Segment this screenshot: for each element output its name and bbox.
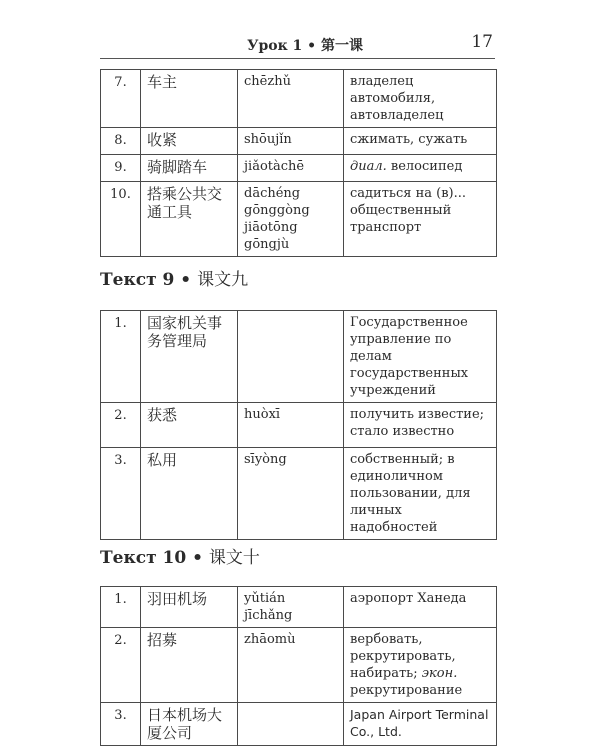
pinyin: sīyòng — [238, 448, 344, 540]
translation-text: собственный; в единоличном пользовании, для личных надобностей — [350, 452, 471, 535]
chinese-term: 车主 — [141, 70, 238, 128]
table-row — [101, 128, 497, 155]
translation — [344, 128, 497, 155]
translation-text: рекрутирование — [350, 683, 463, 698]
table-row — [101, 311, 497, 403]
chinese-term: 骑脚踏车 — [141, 155, 238, 182]
translation — [344, 403, 497, 448]
table-row — [101, 587, 497, 628]
section-title-text-10 — [100, 543, 260, 568]
entry-number: 9. — [101, 155, 141, 182]
translation-text: Japan Airport Terminal Co., Ltd. — [350, 707, 489, 739]
translation-text: вербовать, рекрутировать, набирать; — [350, 632, 456, 681]
entry-number: 2. — [101, 628, 141, 703]
chinese-term: 获悉 — [141, 403, 238, 448]
entry-number: 1. — [101, 311, 141, 403]
chinese-term: 收紧 — [141, 128, 238, 155]
translation — [344, 155, 497, 182]
translation — [344, 448, 497, 540]
translation-text: владелец автомобиля, автовладелец — [350, 74, 444, 123]
pinyin: dāchéng gōnggòng jiāotōng gōngjù — [238, 182, 344, 257]
translation-text: Государственное управление по делам государственных учреждений — [350, 315, 469, 398]
table-row — [101, 182, 497, 257]
pinyin — [238, 311, 344, 403]
translation — [344, 703, 497, 746]
table-row — [101, 628, 497, 703]
section-label: Текст 10 • — [100, 548, 209, 568]
pinyin: yǔtián jīchǎng — [238, 587, 344, 628]
entry-number: 2. — [101, 403, 141, 448]
usage-label: диал. — [350, 159, 387, 174]
table-row — [101, 70, 497, 128]
section-label: Текст 9 • — [100, 270, 198, 290]
entry-number: 3. — [101, 703, 141, 746]
table-row — [101, 448, 497, 540]
usage-label: экон. — [421, 666, 458, 681]
entry-number: 3. — [101, 448, 141, 540]
chinese-term: 搭乘公共交通工具 — [141, 182, 238, 257]
section-chinese-title: 课文十 — [208, 548, 260, 568]
translation — [344, 587, 497, 628]
translation-text: получить известие; стало известно — [350, 407, 485, 439]
translation — [344, 182, 497, 257]
lesson-title: Урок 1 • 第一课 — [247, 38, 363, 54]
translation-text: аэропорт Ханеда — [350, 591, 467, 606]
translation — [344, 70, 497, 128]
section-chinese-title: 课文九 — [197, 270, 249, 290]
pinyin: zhāomù — [238, 628, 344, 703]
chinese-term: 日本机场大厦公司 — [141, 703, 238, 746]
chinese-term: 羽田机场 — [141, 587, 238, 628]
table-row — [101, 155, 497, 182]
translation-text: сжимать, сужать — [350, 132, 468, 147]
pinyin: huòxī — [238, 403, 344, 448]
page-number: 17 — [471, 32, 493, 52]
vocab-table-2 — [100, 310, 497, 540]
entry-number: 8. — [101, 128, 141, 155]
pinyin: shōujǐn — [238, 128, 344, 155]
table-row — [101, 703, 497, 746]
table-row — [101, 403, 497, 448]
entry-number: 1. — [101, 587, 141, 628]
vocab-table-3 — [100, 586, 497, 746]
translation — [344, 628, 497, 703]
translation-text: велосипед — [386, 159, 463, 174]
entry-number: 7. — [101, 70, 141, 128]
vocab-table-1 — [100, 69, 497, 257]
pinyin — [238, 703, 344, 746]
entry-number: 10. — [101, 182, 141, 257]
translation-text: садиться на (в)... общественный транспорт — [350, 186, 466, 235]
running-header — [100, 34, 495, 59]
section-title-text-9 — [100, 265, 248, 290]
pinyin: chēzhǔ — [238, 70, 344, 128]
chinese-term: 招募 — [141, 628, 238, 703]
chinese-term: 国家机关事务管理局 — [141, 311, 238, 403]
chinese-term: 私用 — [141, 448, 238, 540]
pinyin: jiǎotàchē — [238, 155, 344, 182]
translation — [344, 311, 497, 403]
